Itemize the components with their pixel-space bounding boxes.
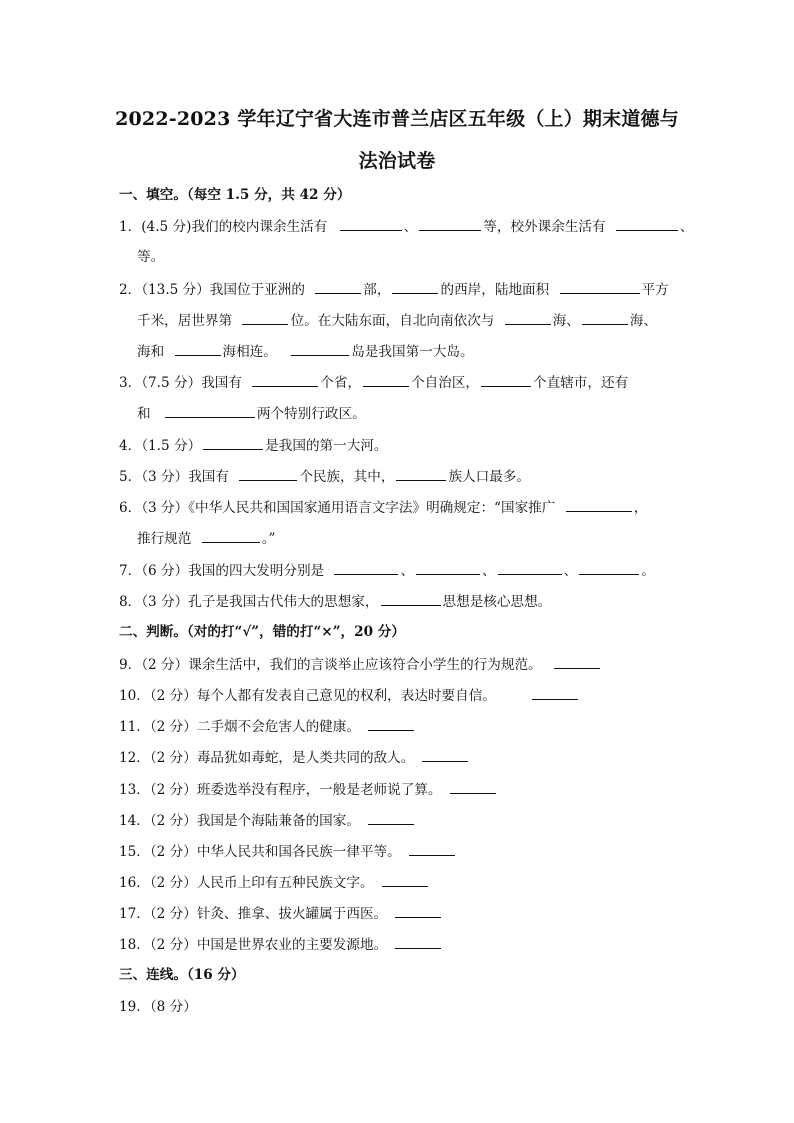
question-text: ， (633, 500, 648, 516)
answer-blank[interactable] (582, 311, 628, 325)
question-16 (119, 873, 430, 892)
question-text: 推行规范 (137, 531, 192, 547)
question-17 (119, 904, 443, 923)
question-2-line-3 (137, 342, 474, 361)
section-heading-matching: 三、连线。（16 分） (119, 967, 245, 983)
question-text: 、 (482, 563, 496, 579)
answer-blank[interactable] (175, 342, 221, 356)
question-9 (119, 655, 602, 674)
question-text: 海、 (552, 313, 580, 329)
question-text: 思想是核心思想。 (442, 594, 552, 610)
answer-blank[interactable] (566, 498, 632, 512)
question-text: 海和 (137, 344, 165, 360)
answer-blank[interactable] (334, 561, 398, 575)
question-4-text: 4．（1.5 分） (119, 438, 202, 454)
answer-blank[interactable] (616, 217, 678, 231)
question-text: 位。在大陆东面，自北向南依次与 (290, 313, 495, 329)
question-7 (119, 561, 655, 580)
answer-blank[interactable] (202, 529, 260, 543)
question-17-text: 17．（2 分）针灸、推拿、拔火罐属于西医。 (119, 906, 388, 922)
question-text: 个省， (320, 375, 362, 391)
question-5 (119, 467, 530, 486)
answer-blank[interactable] (481, 373, 531, 387)
answer-blank[interactable] (315, 280, 361, 294)
question-14-text: 14．（2 分）我国是个海陆兼备的国家。 (119, 813, 360, 829)
question-text: 海相连。 (222, 344, 277, 360)
question-12 (119, 748, 470, 767)
question-text: 千米，居世界第 (137, 313, 233, 329)
question-16-text: 16．（2 分）人民币上印有五种民族文字。 (119, 875, 374, 891)
exam-title-line-1: 2022-2023 学年辽宁省大连市普兰店区五年级（上）期末道德与 (115, 108, 679, 130)
question-text: 是我国的第一大河。 (265, 438, 388, 454)
answer-blank[interactable] (165, 404, 255, 418)
answer-blank[interactable] (363, 373, 409, 387)
question-13-text: 13．（2 分）班委选举没有程序，一般是老师说了算。 (119, 782, 442, 798)
answer-blank[interactable] (395, 904, 441, 918)
question-text: 。 (641, 563, 655, 579)
answer-blank[interactable] (242, 311, 288, 325)
question-14 (119, 811, 416, 830)
question-15-text: 15．（2 分）中华人民共和国各民族一律平等。 (119, 844, 401, 860)
answer-blank[interactable] (382, 873, 428, 887)
question-11-text: 11．（2 分）二手烟不会危害人的健康。 (119, 719, 360, 735)
section-heading-true-false: 二、判断。（对的打“√”，错的打“×”，20 分） (119, 624, 405, 640)
answer-blank[interactable] (396, 467, 446, 481)
answer-blank[interactable] (368, 811, 414, 825)
question-18-text: 18．（2 分）中国是世界农业的主要发源地。 (119, 937, 388, 953)
question-text: 、 (400, 563, 415, 579)
question-11 (119, 717, 416, 736)
answer-blank[interactable] (381, 592, 441, 606)
question-3-line-2 (137, 404, 366, 423)
question-8-text: 8．（3 分）孔子是我国古代伟大的思想家， (119, 594, 379, 610)
question-text: 、 (563, 563, 578, 579)
question-text: 族人口最多。 (448, 469, 531, 485)
question-text: 个民族，其中， (299, 469, 395, 485)
exam-title-line-2: 法治试卷 (358, 150, 436, 172)
answer-blank[interactable] (505, 311, 551, 325)
question-text: 个自治区， (411, 375, 480, 391)
question-5-text: 5．（3 分）我国有 (119, 469, 229, 485)
question-text: 部， (363, 282, 391, 298)
answer-blank[interactable] (554, 655, 600, 669)
answer-blank[interactable] (392, 280, 438, 294)
question-text: 个直辖市，还有 (533, 375, 629, 391)
question-10-text: 10．（2 分）每个人都有发表自己意见的权利，表达时要自信。 (119, 688, 496, 704)
question-10 (119, 686, 580, 705)
answer-blank[interactable] (368, 717, 414, 731)
question-18 (119, 935, 443, 954)
answer-blank[interactable] (419, 217, 481, 231)
question-text: 两个特别行政区。 (256, 406, 366, 422)
question-13 (119, 780, 498, 799)
question-1-text: 1．(4.5 分)我们的校内课余生活有 (119, 219, 328, 235)
question-text: 平方 (641, 282, 669, 298)
answer-blank[interactable] (416, 561, 480, 575)
question-text: 等，校外课余生活有 (483, 219, 606, 235)
question-2-line-2 (137, 311, 657, 330)
question-4 (119, 436, 388, 455)
question-text: 和 (137, 406, 151, 422)
question-6-line-1 (119, 498, 647, 517)
answer-blank[interactable] (395, 935, 441, 949)
question-8 (119, 592, 551, 611)
answer-blank[interactable] (422, 748, 468, 762)
question-7-text: 7．（6 分）我国的四大发明分别是 (119, 563, 325, 579)
question-1-line-1 (119, 217, 694, 236)
question-text: 岛是我国第一大岛。 (351, 344, 474, 360)
section-heading-fill-blank: 一、填空。（每空 1.5 分，共 42 分） (119, 187, 351, 203)
question-text: 、 (403, 219, 418, 235)
question-19: 19．（8 分） (119, 999, 197, 1015)
answer-blank[interactable] (450, 780, 496, 794)
answer-blank[interactable] (409, 842, 455, 856)
answer-blank[interactable] (239, 467, 297, 481)
question-6-line-2 (137, 529, 275, 548)
question-text: 、 (679, 219, 694, 235)
question-6-text: 6．（3 分）《中华人民共和国国家通用语言文字法》明确规定：“国家推广 (119, 500, 556, 516)
answer-blank[interactable] (532, 686, 578, 700)
answer-blank[interactable] (340, 217, 402, 231)
answer-blank[interactable] (498, 561, 562, 575)
question-1-line-2: 等。 (137, 249, 165, 265)
answer-blank[interactable] (203, 436, 263, 450)
question-text: 海、 (629, 313, 658, 329)
question-text: 。” (261, 531, 276, 547)
question-3-line-1 (119, 373, 628, 392)
question-12-text: 12．（2 分）毒品犹如毒蛇，是人类共同的敌人。 (119, 750, 415, 766)
question-15 (119, 842, 457, 861)
question-2-line-1 (119, 280, 669, 299)
answer-blank[interactable] (560, 280, 640, 294)
question-9-text: 9．（2 分）课余生活中，我们的言谈举止应该符合小学生的行为规范。 (119, 657, 542, 673)
answer-blank[interactable] (291, 342, 349, 356)
answer-blank[interactable] (579, 561, 639, 575)
question-3-text: 3．（7.5 分）我国有 (119, 375, 242, 391)
question-text: 的西岸，陆地面积 (440, 282, 550, 298)
answer-blank[interactable] (252, 373, 318, 387)
question-2-text: 2．（13.5 分）我国位于亚洲的 (119, 282, 305, 298)
